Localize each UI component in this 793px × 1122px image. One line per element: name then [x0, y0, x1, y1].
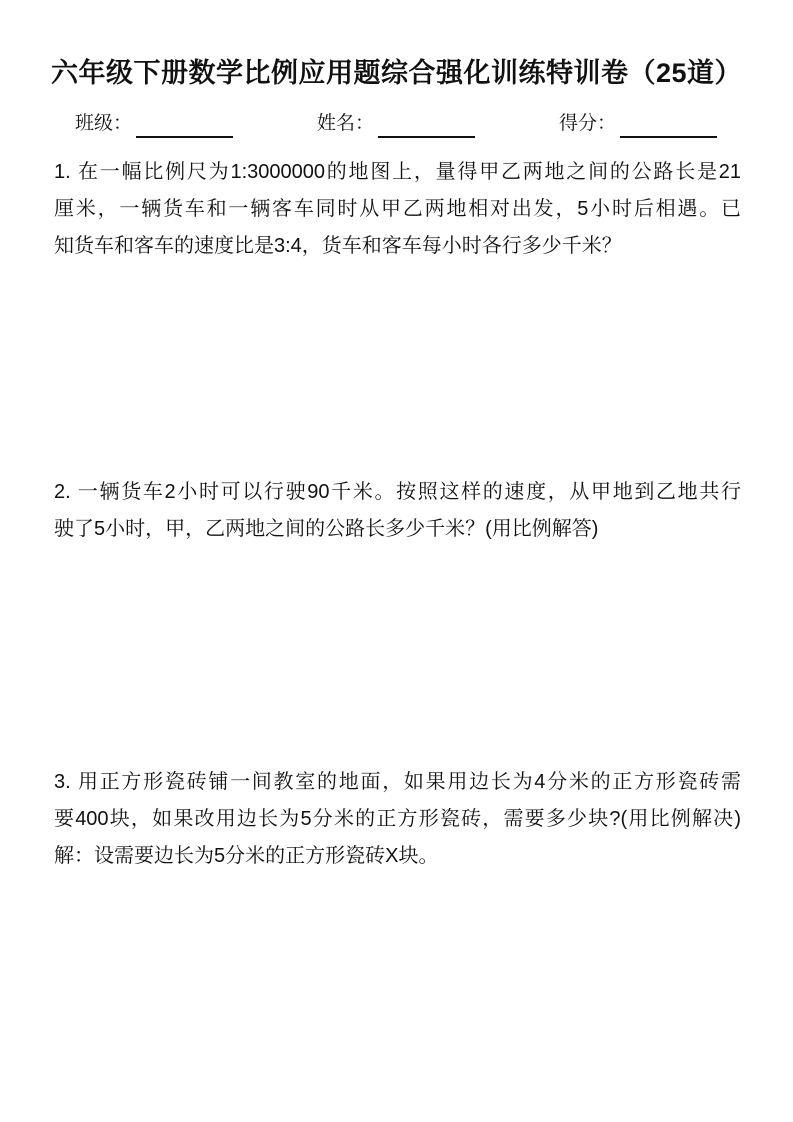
- worksheet-title: 六年级下册数学比例应用题综合强化训练特训卷（25道）: [50, 58, 743, 88]
- problem-line: 厘米，一辆货车和一辆客车同时从甲乙两地相对出发，5小时后相遇。已: [54, 198, 741, 220]
- class-label: 班级：: [75, 113, 133, 134]
- problem-line: 要400块，如果改用边长为5分米的正方形瓷砖，需要多少块?(用比例解决): [54, 808, 741, 830]
- problem-line: 2. 一辆货车2小时可以行驶90千米。按照这样的速度，从甲地到乙地共行: [54, 481, 741, 503]
- problem-line: 知货车和客车的速度比是3:4，货车和客车每小时各行多少千米？: [54, 235, 622, 257]
- name-field: [317, 110, 475, 138]
- problem-1: [54, 154, 741, 265]
- problem-line: 3. 用正方形瓷砖铺一间教室的地面，如果用边长为4分米的正方形瓷砖需: [54, 771, 741, 793]
- score-blank-line: [620, 111, 717, 138]
- name-label: 姓名：: [316, 113, 374, 134]
- name-blank-line: [378, 111, 475, 138]
- problem-line: 解：设需要边长为5分米的正方形瓷砖X块。: [54, 845, 439, 867]
- class-blank-line: [136, 111, 233, 138]
- student-info-row: [75, 110, 717, 138]
- score-field: [559, 110, 717, 138]
- class-field: [75, 110, 233, 138]
- problem-3: [54, 764, 741, 875]
- problem-line: 1. 在一幅比例尺为1:3000000的地图上，量得甲乙两地之间的公路长是21: [54, 161, 741, 183]
- problem-line: 驶了5小时，甲，乙两地之间的公路长多少千米？(用比例解答): [54, 518, 599, 540]
- score-label: 得分：: [558, 113, 616, 134]
- problem-2: [54, 474, 741, 548]
